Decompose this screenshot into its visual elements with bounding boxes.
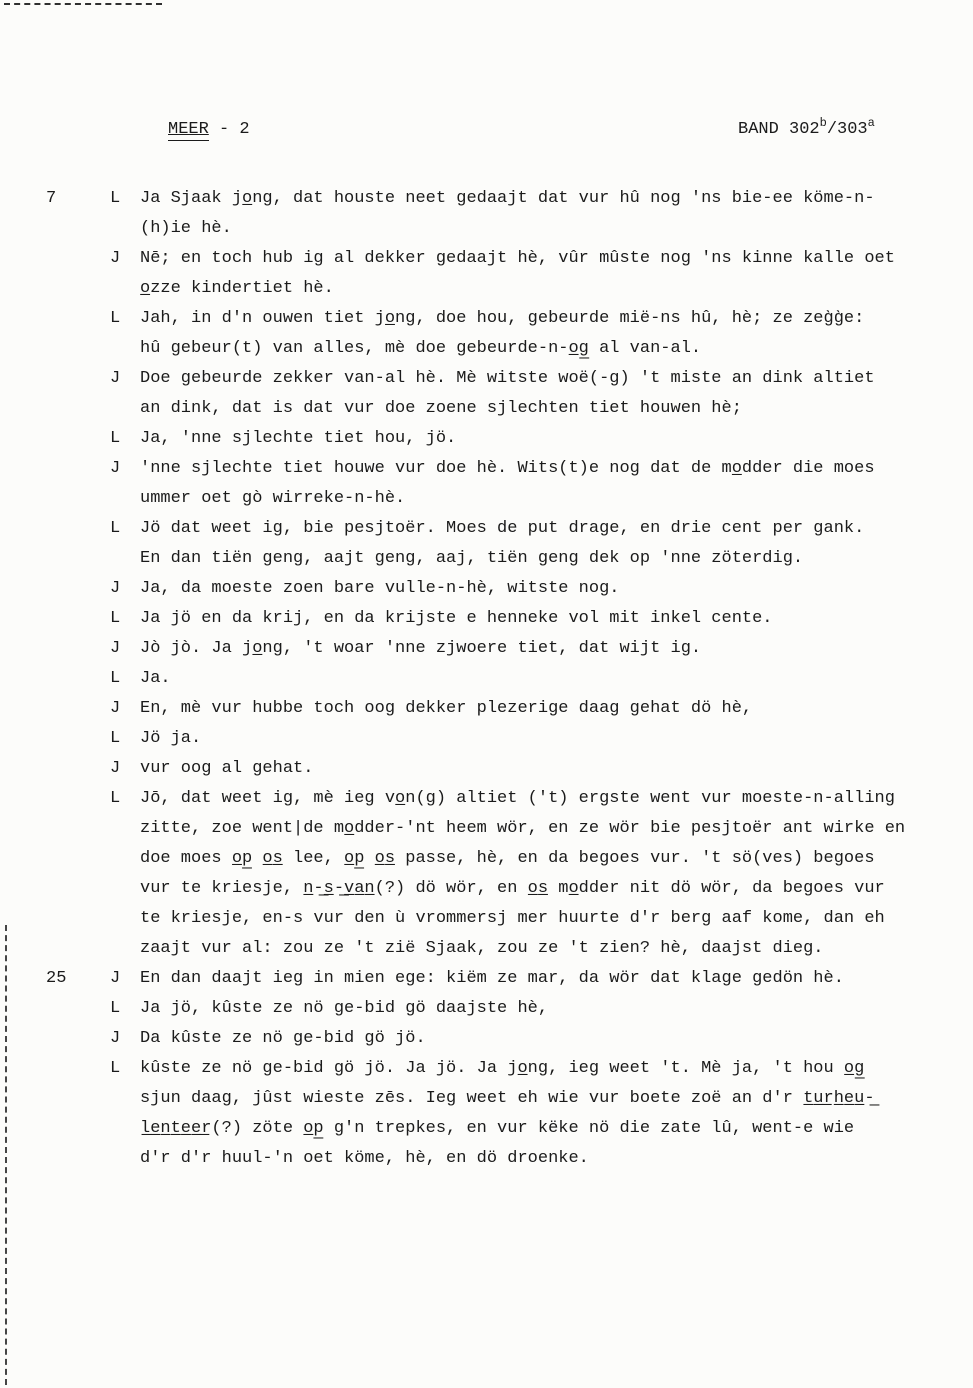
dialogue-line: Da kûste ze nö ge-bid gö jö.	[140, 1029, 426, 1048]
utterance-text	[140, 424, 973, 454]
line-number	[0, 244, 110, 304]
document-title	[168, 120, 250, 141]
utterance	[0, 454, 973, 514]
title-word: MEER	[168, 120, 209, 139]
utterance-text	[140, 754, 973, 784]
dialogue-line: Nē; en toch hub ig al dekker gedaajt hè, vûr mûste nog 'ns kinne kalle oet	[140, 249, 895, 268]
line-number	[0, 424, 110, 454]
utterance-text	[140, 694, 973, 724]
line-number	[0, 304, 110, 364]
utterance-text	[140, 454, 973, 514]
line-number	[0, 694, 110, 724]
speaker-label: J	[110, 1029, 121, 1048]
dialogue-line: Ja Sjaak jo̲ng, dat houste neet gedaajt dat vur hû nog 'ns bie-ee köme-n-	[140, 189, 875, 208]
speaker-label: L	[110, 309, 121, 328]
dialogue-line: d'r d'r huul-'n oet köme, hè, en dö droenke.	[140, 1149, 589, 1168]
utterance	[0, 514, 973, 574]
speaker-label: L	[110, 609, 121, 628]
dialogue-line: Jö ja.	[140, 729, 202, 748]
line-number	[0, 754, 110, 784]
dialogue-line: an dink, dat is dat vur doe zoene sjlechten tiet houwen hè;	[140, 399, 742, 418]
line-number	[0, 454, 110, 514]
utterance	[0, 424, 973, 454]
dialogue-line: Ja jö, kûste ze nö ge-bid gö daajste hè,	[140, 999, 549, 1018]
utterance	[0, 634, 973, 664]
line-number	[0, 634, 110, 664]
speaker-label: J	[110, 579, 121, 598]
dialogue-line: Ja, 'nne sjlechte tiet hou, jö.	[140, 429, 457, 448]
speaker-label: L	[110, 999, 121, 1018]
dialogue-line: Jō, dat weet ig, mè ieg vo̲n(g) altiet ('t) ergste went vur moeste-n-alling	[140, 789, 895, 808]
utterance-text	[140, 244, 973, 304]
dialogue-line: En, mè vur hubbe toch oog dekker plezerige daag gehat dö hè,	[140, 699, 753, 718]
dialogue	[0, 184, 973, 1174]
utterance-text	[140, 1024, 973, 1054]
utterance-text	[140, 784, 973, 964]
speaker-label: L	[110, 189, 121, 208]
dialogue-line: zitte, zoe went|de mo̲dder-'nt heem wör, en ze wör bie pesjtoër ant wirke en	[140, 819, 906, 838]
line-number	[0, 784, 110, 964]
speaker-label: L	[110, 1059, 121, 1078]
line-number	[0, 604, 110, 634]
dialogue-line: Ja jö en da krij, en da krijste e henneke vol mit inkel cente.	[140, 609, 773, 628]
utterance	[0, 574, 973, 604]
scan-artifact-top-dashes	[4, 3, 162, 5]
utterance	[0, 1024, 973, 1054]
dialogue-line: o̲zze kindertiet hè.	[140, 279, 334, 298]
utterance	[0, 784, 973, 964]
band-number-1: BAND 302	[738, 120, 820, 139]
utterance	[0, 244, 973, 304]
dialogue-line: doe moes o̲p̲ o̲s̲ lee, o̲p̲ o̲s̲ passe, hè, en da begoes vur. 't sö(ves) begoes	[140, 849, 875, 868]
utterance-text	[140, 574, 973, 604]
line-number	[0, 364, 110, 424]
utterance	[0, 304, 973, 364]
utterance	[0, 724, 973, 754]
utterance-text	[140, 364, 973, 424]
line-number	[0, 1024, 110, 1054]
line-number: 7	[46, 189, 57, 208]
dialogue-line: l̲e̲n̲t̲e̲e̲r̲(?) zöte o̲p̲ g'n trepkes, en vur këke nö die zate lû, went-e wie	[140, 1119, 855, 1138]
line-number	[0, 724, 110, 754]
speaker-label: L	[110, 729, 121, 748]
utterance-text	[140, 664, 973, 694]
speaker-label: J	[110, 639, 121, 658]
speaker-label: J	[110, 369, 121, 388]
utterance-text	[140, 964, 973, 994]
dialogue-line: Doe gebeurde zekker van-al hè. Mè witste woë(-g) 't miste an dink altiet	[140, 369, 875, 388]
speaker-label: J	[110, 759, 121, 778]
utterance	[0, 694, 973, 724]
title-page-number: - 2	[208, 120, 250, 139]
dialogue-line: te kriesje, en-s vur den ù vrommersj mer huurte d'r berg aaf kome, dan eh	[140, 909, 885, 928]
utterance	[0, 184, 973, 244]
band-number-2: 303	[837, 120, 868, 139]
dialogue-line: vur oog al gehat.	[140, 759, 314, 778]
dialogue-line: sjun daag, jûst wieste zēs. Ieg weet eh wie vur boete zoë an d'r t̲u̲r̲h̲e̲u̲-̲	[140, 1089, 875, 1108]
dialogue-line: Ja, da moeste zoen bare vulle-n-hè, witste nog.	[140, 579, 620, 598]
utterance-text	[140, 604, 973, 634]
dialogue-line: Jah, in d'n ouwen tiet jo̲ng, doe hou, gebeurde mië-ns hû, hè; ze zeg̀g̀e:	[140, 309, 865, 328]
utterance	[0, 754, 973, 784]
band-slash: /	[826, 120, 838, 139]
speaker-label: J	[110, 969, 121, 988]
utterance	[0, 364, 973, 424]
band-reference	[738, 116, 875, 139]
dialogue-line: kûste ze nö ge-bid gö jö. Ja jö. Ja jo̲ng, ieg weet 't. Mè ja, 't hou o̲g̲	[140, 1059, 865, 1078]
speaker-label: L	[110, 669, 121, 688]
dialogue-line: En dan daajt ieg in mien ege: kiëm ze mar, da wör dat klage gedön hè.	[140, 969, 844, 988]
dialogue-line: Jö dat weet ig, bie pesjtoër. Moes de put drage, en drie cent per gank.	[140, 519, 865, 538]
line-number	[0, 664, 110, 694]
utterance-text	[140, 994, 973, 1024]
utterance	[0, 994, 973, 1024]
utterance-text	[140, 184, 973, 244]
dialogue-line: zaajt vur al: zou ze 't zië Sjaak, zou ze 't zien? hè, daajst dieg.	[140, 939, 824, 958]
line-number	[0, 994, 110, 1024]
utterance	[0, 604, 973, 634]
utterance-text	[140, 724, 973, 754]
band-superscript-2: a	[867, 116, 875, 130]
utterance-text	[140, 514, 973, 574]
dialogue-line: vur te kriesje, n̲-̲s̲-̲v̲a̲n̲(?) dö wör, en o̲s̲ mo̲dder nit dö wör, da begoes vur	[140, 879, 885, 898]
band-superscript-1: b	[819, 116, 827, 130]
dialogue-line: hû gebeur(t) van alles, mè doe gebeurde-n-o̲g̲ al van-al.	[140, 339, 702, 358]
line-number	[0, 1054, 110, 1174]
dialogue-line: 'nne sjlechte tiet houwe vur doe hè. Wits(t)e nog dat de mo̲dder die moes	[140, 459, 875, 478]
line-number	[0, 574, 110, 604]
dialogue-line: En dan tiën geng, aajt geng, aaj, tiën geng dek op 'nne zöterdig.	[140, 549, 804, 568]
speaker-label: L	[110, 429, 121, 448]
utterance	[0, 964, 973, 994]
utterance	[0, 1054, 973, 1174]
dialogue-line: Jò jò. Ja jo̲ng, 't woar 'nne zjwoere tiet, dat wijt ig.	[140, 639, 702, 658]
line-number	[0, 514, 110, 574]
utterance-text	[140, 304, 973, 364]
utterance-text	[140, 1054, 973, 1174]
line-number: 25	[46, 969, 67, 988]
utterance	[0, 664, 973, 694]
dialogue-line: ummer oet gò wirreke-n-hè.	[140, 489, 406, 508]
speaker-label: J	[110, 249, 121, 268]
speaker-label: L	[110, 789, 121, 808]
utterance-text	[140, 634, 973, 664]
speaker-label: L	[110, 519, 121, 538]
speaker-label: J	[110, 699, 121, 718]
speaker-label: J	[110, 459, 121, 478]
dialogue-line: (h)ie hè.	[140, 219, 232, 238]
dialogue-line: Ja.	[140, 669, 171, 688]
